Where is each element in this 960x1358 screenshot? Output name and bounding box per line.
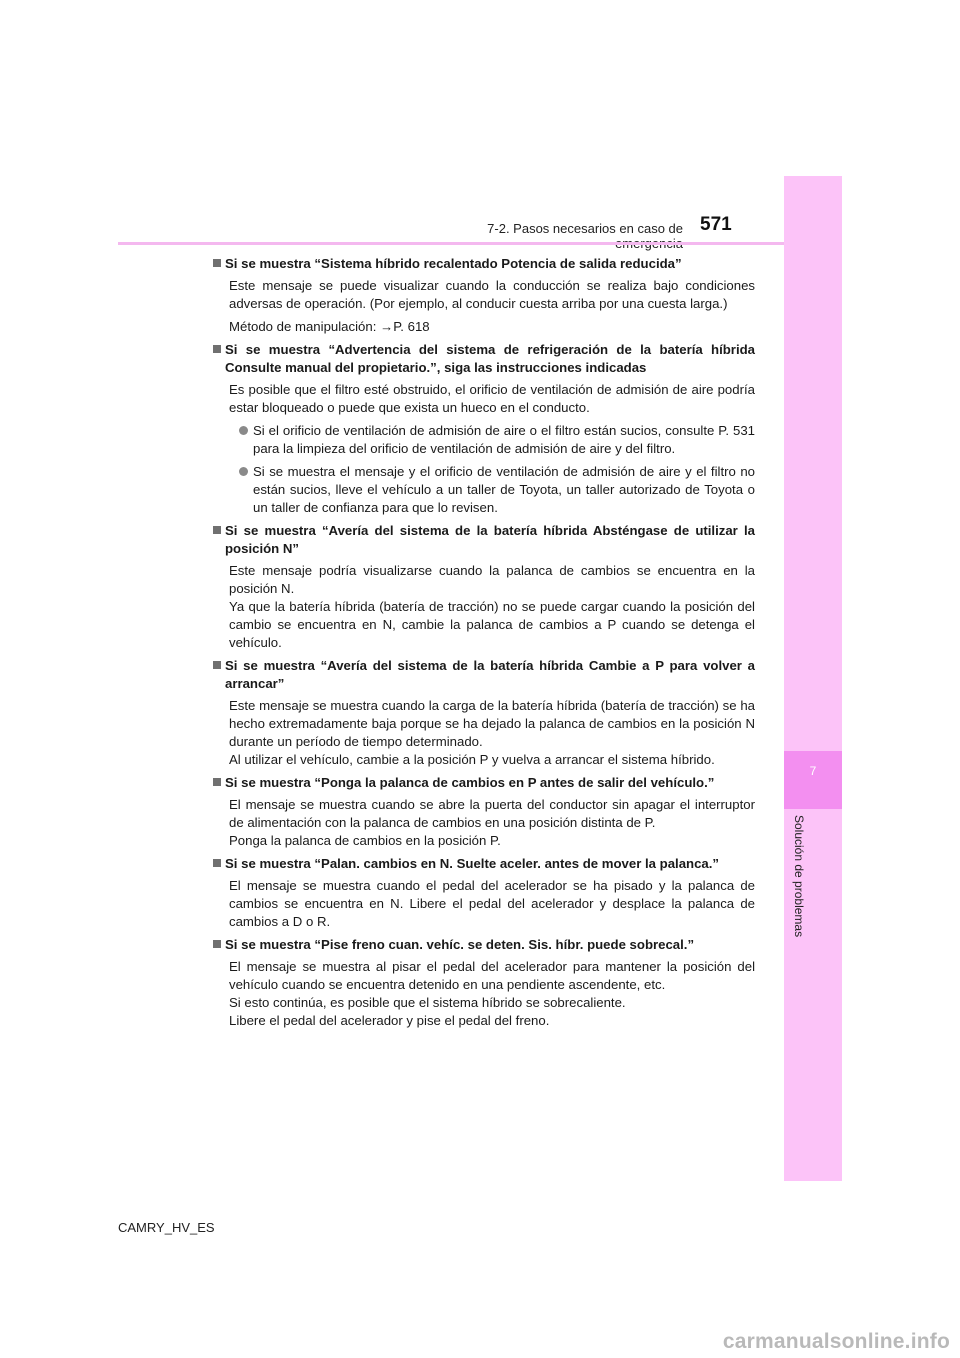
- section-heading: [213, 657, 755, 693]
- square-bullet-icon: [213, 526, 221, 534]
- section-1: [213, 255, 755, 336]
- section-paragraph: Ya que la batería híbrida (batería de tracción) no se puede cargar cuando la posición del cambio se encuentra en N, cambie la palanca de cambios a P cuando se detenga el vehículo.: [229, 599, 755, 650]
- section-heading-text: Si se muestra “Pise freno cuan. vehíc. se deten. Sis. híbr. puede sobrecal.”: [225, 937, 695, 952]
- section-heading: [213, 855, 755, 873]
- square-bullet-icon: [213, 778, 221, 786]
- section-heading: [213, 522, 755, 558]
- list-item-text: Si el orificio de ventilación de admisión de aire o el filtro están sucios, consulte P. 531 para la limpieza del orificio de ventilación de admisión de aire y del filtro.: [253, 423, 755, 456]
- section-paragraph: Libere el pedal del acelerador y pise el pedal del freno.: [229, 1013, 550, 1028]
- section-paragraph: El mensaje se muestra cuando el pedal del acelerador se ha pisado y la palanca de cambios se encuentra en N. Libere el pedal del acelerador y desplace la palanca de cambios a D o R.: [229, 878, 755, 929]
- section-paragraph: Ponga la palanca de cambios en la posición P.: [229, 833, 501, 848]
- section-heading: [213, 774, 755, 792]
- section-7: [213, 936, 755, 1030]
- section-heading: [213, 936, 755, 954]
- page-number: 571: [700, 214, 732, 235]
- square-bullet-icon: [213, 661, 221, 669]
- section-paragraph: Si esto continúa, es posible que el sistema híbrido se sobrecaliente.: [229, 995, 626, 1010]
- section-heading-text: Si se muestra “Palan. cambios en N. Suelte aceler. antes de mover la palanca.”: [225, 856, 720, 871]
- list-item: [239, 422, 755, 458]
- list-item-text: Si se muestra el mensaje y el orificio de ventilación de admisión de aire y el filtro no están sucios, lleve el vehículo a un taller de Toyota, un taller autorizado de Toyota o un taller de confianza para que lo revisen.: [253, 464, 755, 515]
- section-heading: [213, 255, 755, 273]
- section-paragraph: Este mensaje podría visualizarse cuando la palanca de cambios se encuentra en la posición N.: [229, 563, 755, 596]
- section-paragraph: Al utilizar el vehículo, cambie a la posición P y vuelva a arrancar el sistema híbrido.: [229, 752, 715, 767]
- section-6: [213, 855, 755, 931]
- section-heading-text: Si se muestra “Sistema híbrido recalentado Potencia de salida reducida”: [225, 256, 682, 271]
- watermark[interactable]: carmanualsonline.info: [722, 1330, 950, 1353]
- chapter-tab-marker[interactable]: [784, 751, 842, 809]
- footer-model-code: CAMRY_HV_ES: [118, 1220, 215, 1235]
- section-2: [213, 341, 755, 517]
- header-section-title: 7-2. Pasos necesarios en caso de: [487, 221, 683, 236]
- square-bullet-icon: [213, 940, 221, 948]
- section-paragraph: Este mensaje se puede visualizar cuando la conducción se realiza bajo condiciones adversas de operación. (Por ejemplo, al conducir cuesta arriba por una cuesta larga.): [229, 278, 755, 311]
- list-item: [239, 463, 755, 517]
- chapter-side-tab: [784, 176, 842, 1181]
- section-paragraph: Es posible que el filtro esté obstruido, el orificio de ventilación de admisión de aire podría estar bloqueado o puede que exista un hueco en el conducto.: [229, 382, 755, 415]
- section-paragraph: Método de manipulación: →P. 618: [229, 319, 430, 334]
- section-heading-text: Si se muestra “Advertencia del sistema de refrigeración de la batería híbrida Consulte manual del propietario.”, siga las instrucciones indicadas: [225, 342, 755, 375]
- section-4: [213, 657, 755, 769]
- square-bullet-icon: [213, 859, 221, 867]
- section-heading-text: Si se muestra “Avería del sistema de la batería híbrida Absténgase de utilizar la posición N”: [225, 523, 755, 556]
- square-bullet-icon: [213, 345, 221, 353]
- circle-bullet-icon: [239, 467, 248, 476]
- chapter-label: Solución de problemas: [792, 815, 806, 938]
- header-divider: [118, 242, 784, 245]
- section-paragraph: El mensaje se muestra al pisar el pedal del acelerador para mantener la posición del vehículo cuando se encuentra detenido en una pendiente ascendente, etc.: [229, 959, 755, 992]
- section-heading: [213, 341, 755, 377]
- section-3: [213, 522, 755, 652]
- circle-bullet-icon: [239, 426, 248, 435]
- section-5: [213, 774, 755, 850]
- section-heading-text: Si se muestra “Avería del sistema de la batería híbrida Cambie a P para volver a arrancar”: [225, 658, 755, 691]
- square-bullet-icon: [213, 259, 221, 267]
- section-paragraph: Este mensaje se muestra cuando la carga de la batería híbrida (batería de tracción) se ha hecho extremadamente baja porque se ha dejado la palanca de cambios en la posición N durante un período de tiempo determinado.: [229, 698, 755, 749]
- section-heading-text: Si se muestra “Ponga la palanca de cambios en P antes de salir del vehículo.”: [225, 775, 715, 790]
- chapter-number: 7: [809, 764, 817, 778]
- section-paragraph: El mensaje se muestra cuando se abre la puerta del conductor sin apagar el interruptor de alimentación con la palanca de cambios en una posición distinta de P.: [229, 797, 755, 830]
- main-content: [213, 255, 755, 1035]
